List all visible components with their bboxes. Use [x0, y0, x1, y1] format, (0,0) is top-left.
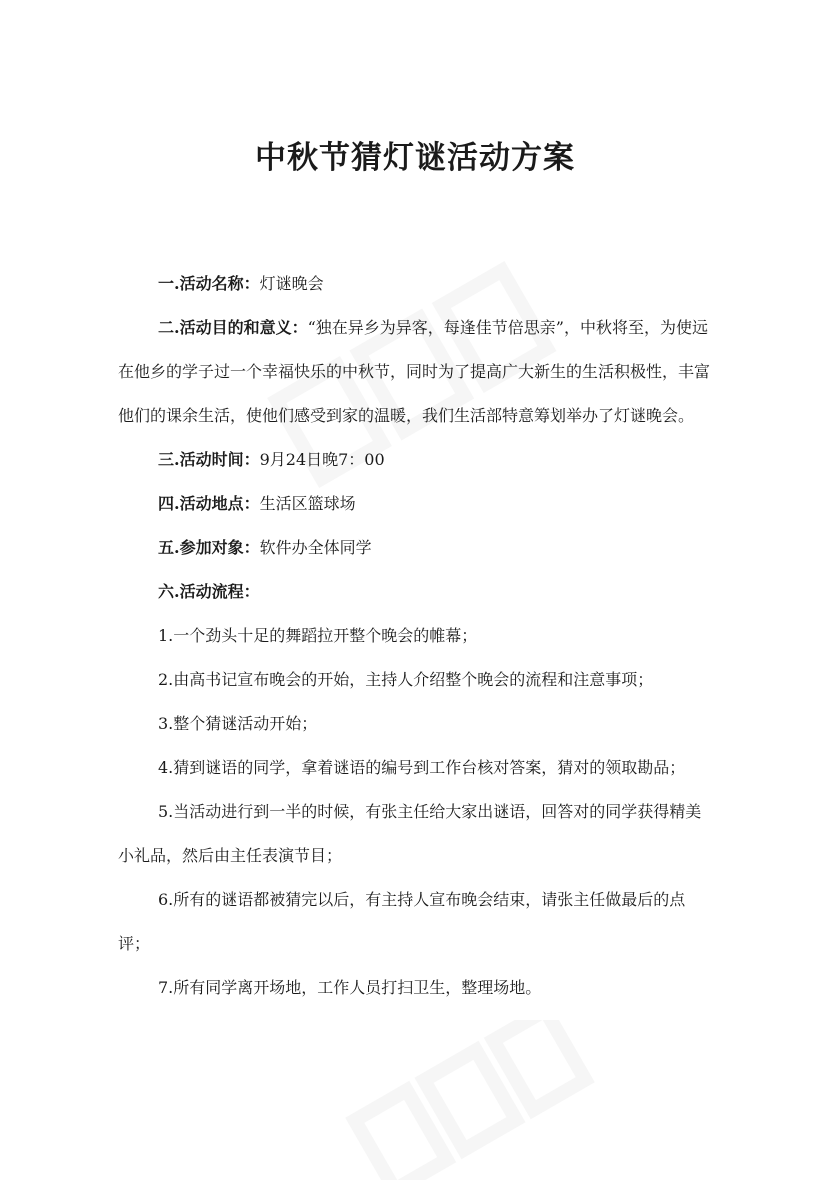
section-label: 六.活动流程： — [158, 582, 260, 601]
list-item: 4.猜到谜语的同学，拿着谜语的编号到工作台核对答案，猜对的领取勘品； — [158, 758, 686, 777]
section-label: 五.参加对象： — [158, 538, 260, 557]
section-participants — [118, 526, 714, 570]
section-process — [118, 570, 714, 614]
section-text: 软件办全体同学 — [259, 538, 372, 557]
section-purpose — [118, 306, 714, 438]
section-label: 一.活动名称： — [158, 274, 260, 293]
page-title: 中秋节猜灯谜活动方案 — [255, 140, 575, 176]
watermark-icon — [330, 1020, 610, 1180]
section-location — [118, 482, 714, 526]
list-item: 3.整个猜谜活动开始； — [158, 714, 318, 733]
list-item: 7.所有同学离开场地，工作人员打扫卫生，整理场地。 — [158, 978, 542, 997]
section-text: 生活区篮球场 — [259, 494, 356, 513]
list-item: 5.当活动进行到一半的时候，有张主任给大家出谜语，回答对的同学获得精美小礼品，然后由主任表演节目； — [118, 802, 702, 865]
section-time — [118, 438, 714, 482]
section-text: 灯谜晚会 — [259, 274, 324, 293]
section-name — [118, 262, 714, 306]
section-text: “独在异乡为异客，每逢佳节倍思亲”，中秋将至，为使远在他乡的学子过一个幸福快乐的中秋节，同时为了提高广大新生的生活积极性，丰富他们的课余生活，使他们感受到家的温暖，我们生活部特意筹划举办了灯谜晚会。 — [118, 318, 711, 425]
section-label: 三.活动时间： — [158, 450, 260, 469]
section-label: 二.活动目的和意义： — [158, 318, 308, 337]
list-item: 1.一个劲头十足的舞蹈拉开整个晚会的帷幕； — [158, 626, 478, 645]
list-item: 6.所有的谜语都被猜完以后，有主持人宣布晚会结束，请张主任做最后的点评； — [118, 890, 686, 953]
section-text: 9月24日晚7：00 — [259, 450, 385, 469]
list-item: 2.由高书记宣布晚会的开始，主持人介绍整个晚会的流程和注意事项； — [158, 670, 654, 689]
document-body — [118, 262, 714, 1010]
section-label: 四.活动地点： — [158, 494, 260, 513]
